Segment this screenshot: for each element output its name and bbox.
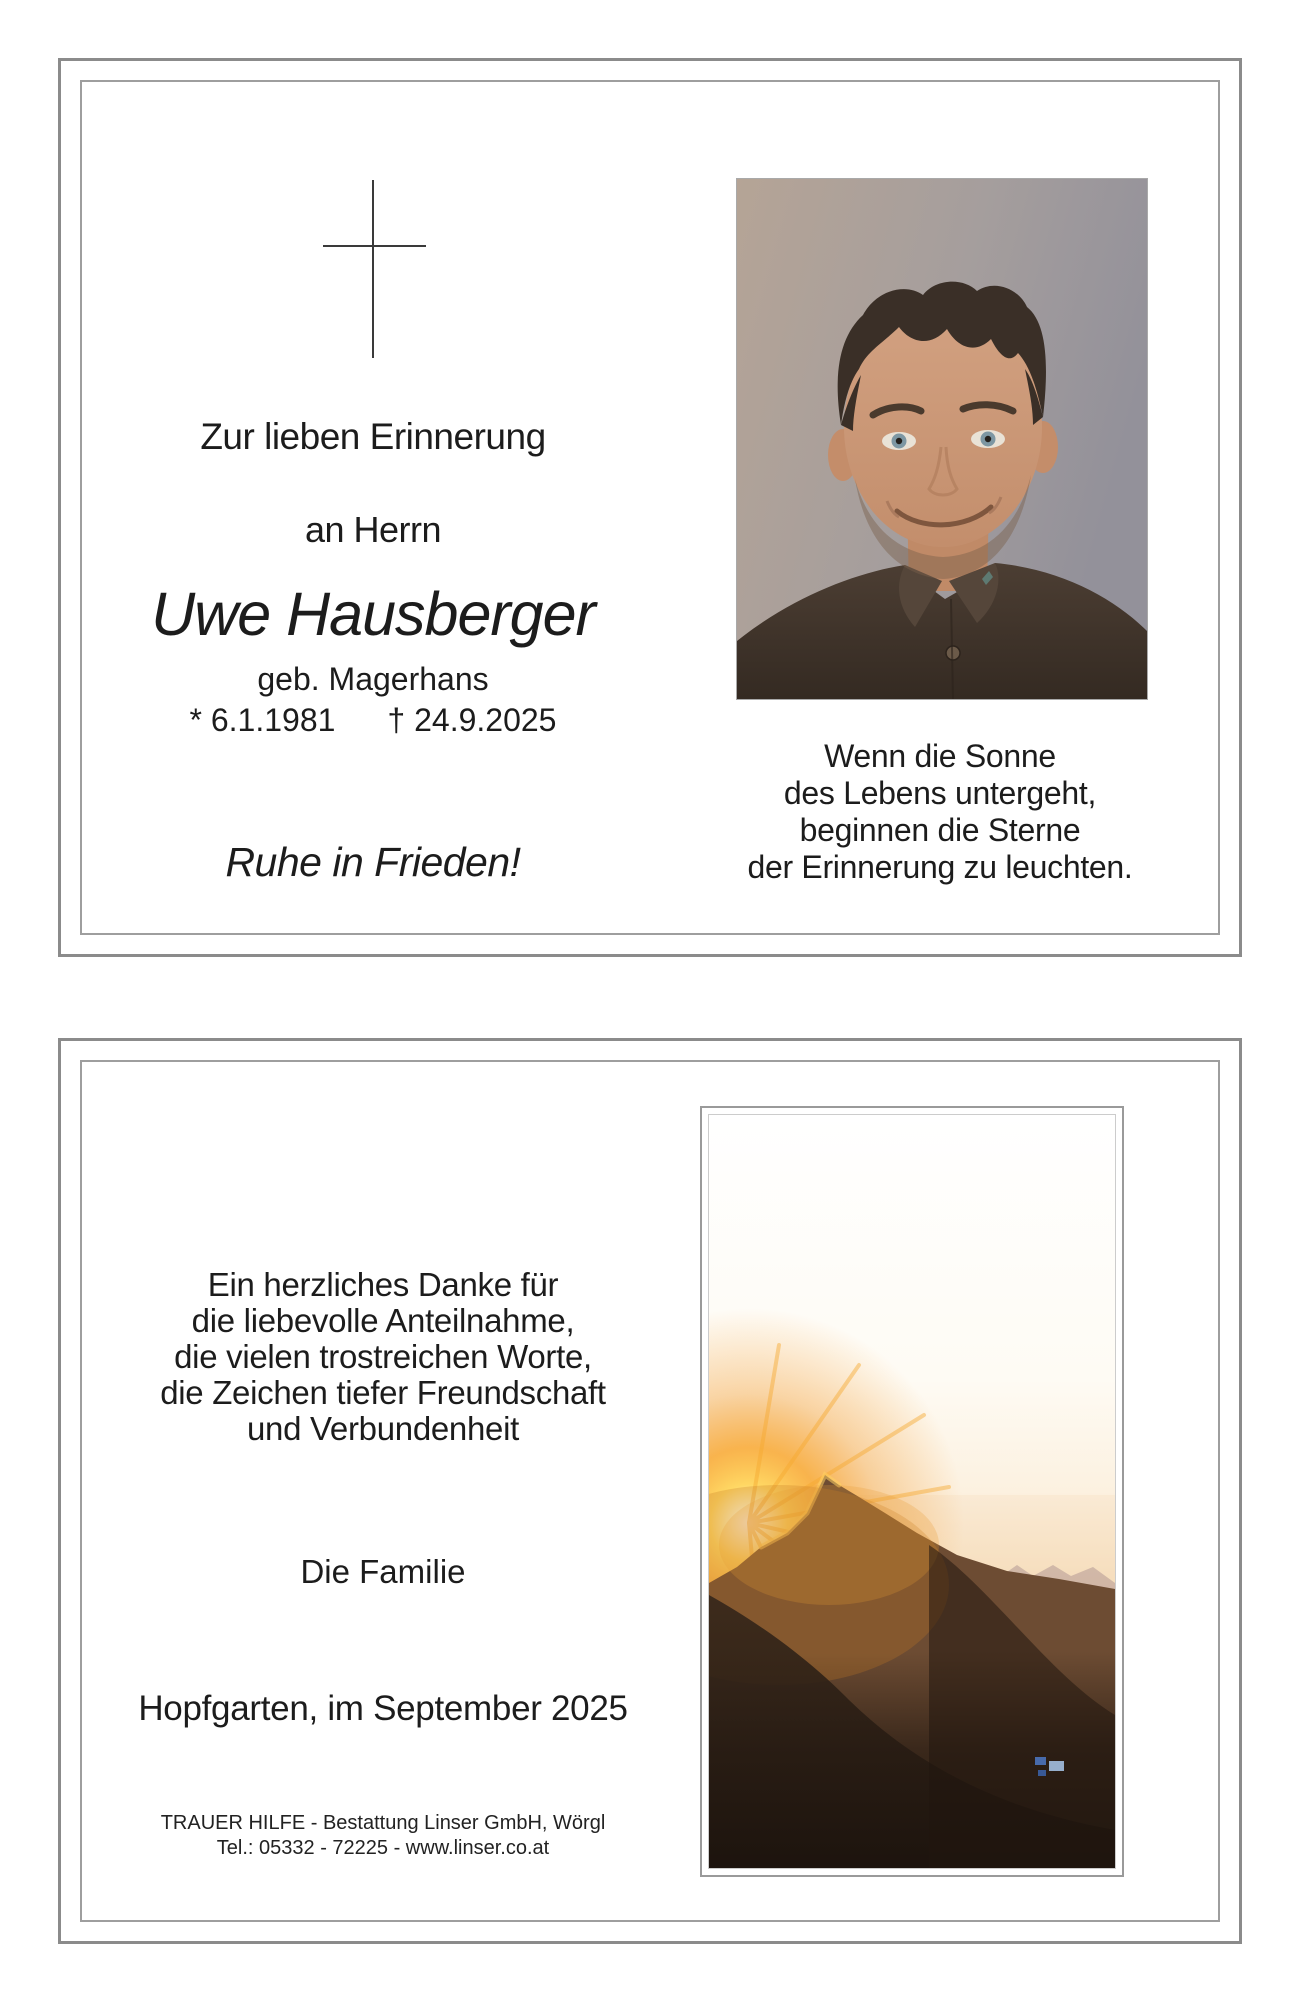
cross-vertical-bar (372, 180, 374, 358)
poem-line: beginnen die Sterne (799, 812, 1081, 848)
family-signature: Die Familie (300, 1553, 466, 1590)
rest-in-peace: Ruhe in Frieden! (225, 839, 521, 885)
memorial-intro: Zur lieben Erinnerung (200, 416, 546, 457)
funeral-home-name: TRAUER HILFE - Bestattung Linser GmbH, Wörgl (160, 1812, 606, 1834)
deceased-name: Uwe Hausberger (151, 580, 595, 648)
portrait-photo (736, 178, 1148, 700)
poem-line: der Erinnerung zu leuchten. (747, 849, 1133, 885)
thanks-line: Ein herzliches Danke für (207, 1266, 559, 1303)
life-dates (93, 702, 653, 739)
poem-line: des Lebens untergeht, (783, 775, 1097, 811)
birth-name: geb. Magerhans (257, 661, 489, 697)
memorial-poem (662, 738, 1218, 886)
funeral-home-info (103, 1811, 663, 1861)
thanks-line: und Verbundenheit (247, 1410, 519, 1447)
memorial-card-back (58, 1038, 1242, 1944)
birth-date: * 6.1.1981 (189, 702, 336, 738)
funeral-home-contact: Tel.: 05332 - 72225 - www.linser.co.at (216, 1837, 550, 1859)
thanks-line: die liebevolle Anteilnahme, (191, 1302, 575, 1339)
place-and-date: Hopfgarten, im September 2025 (138, 1689, 628, 1728)
sunset-photo-frame (700, 1106, 1124, 1877)
poem-line: Wenn die Sonne (824, 738, 1056, 774)
thanks-line: die Zeichen tiefer Freundschaft (160, 1374, 606, 1411)
portrait-illustration (737, 179, 1147, 699)
thanks-line: die vielen trostreichen Worte, (174, 1338, 592, 1375)
cross-horizontal-bar (323, 245, 426, 247)
memorial-card-front (58, 58, 1242, 957)
death-date: † 24.9.2025 (387, 702, 557, 738)
thanks-text (103, 1267, 663, 1447)
sunset-illustration (709, 1115, 1115, 1868)
salutation: an Herrn (304, 509, 442, 550)
sunset-photo (708, 1114, 1116, 1869)
